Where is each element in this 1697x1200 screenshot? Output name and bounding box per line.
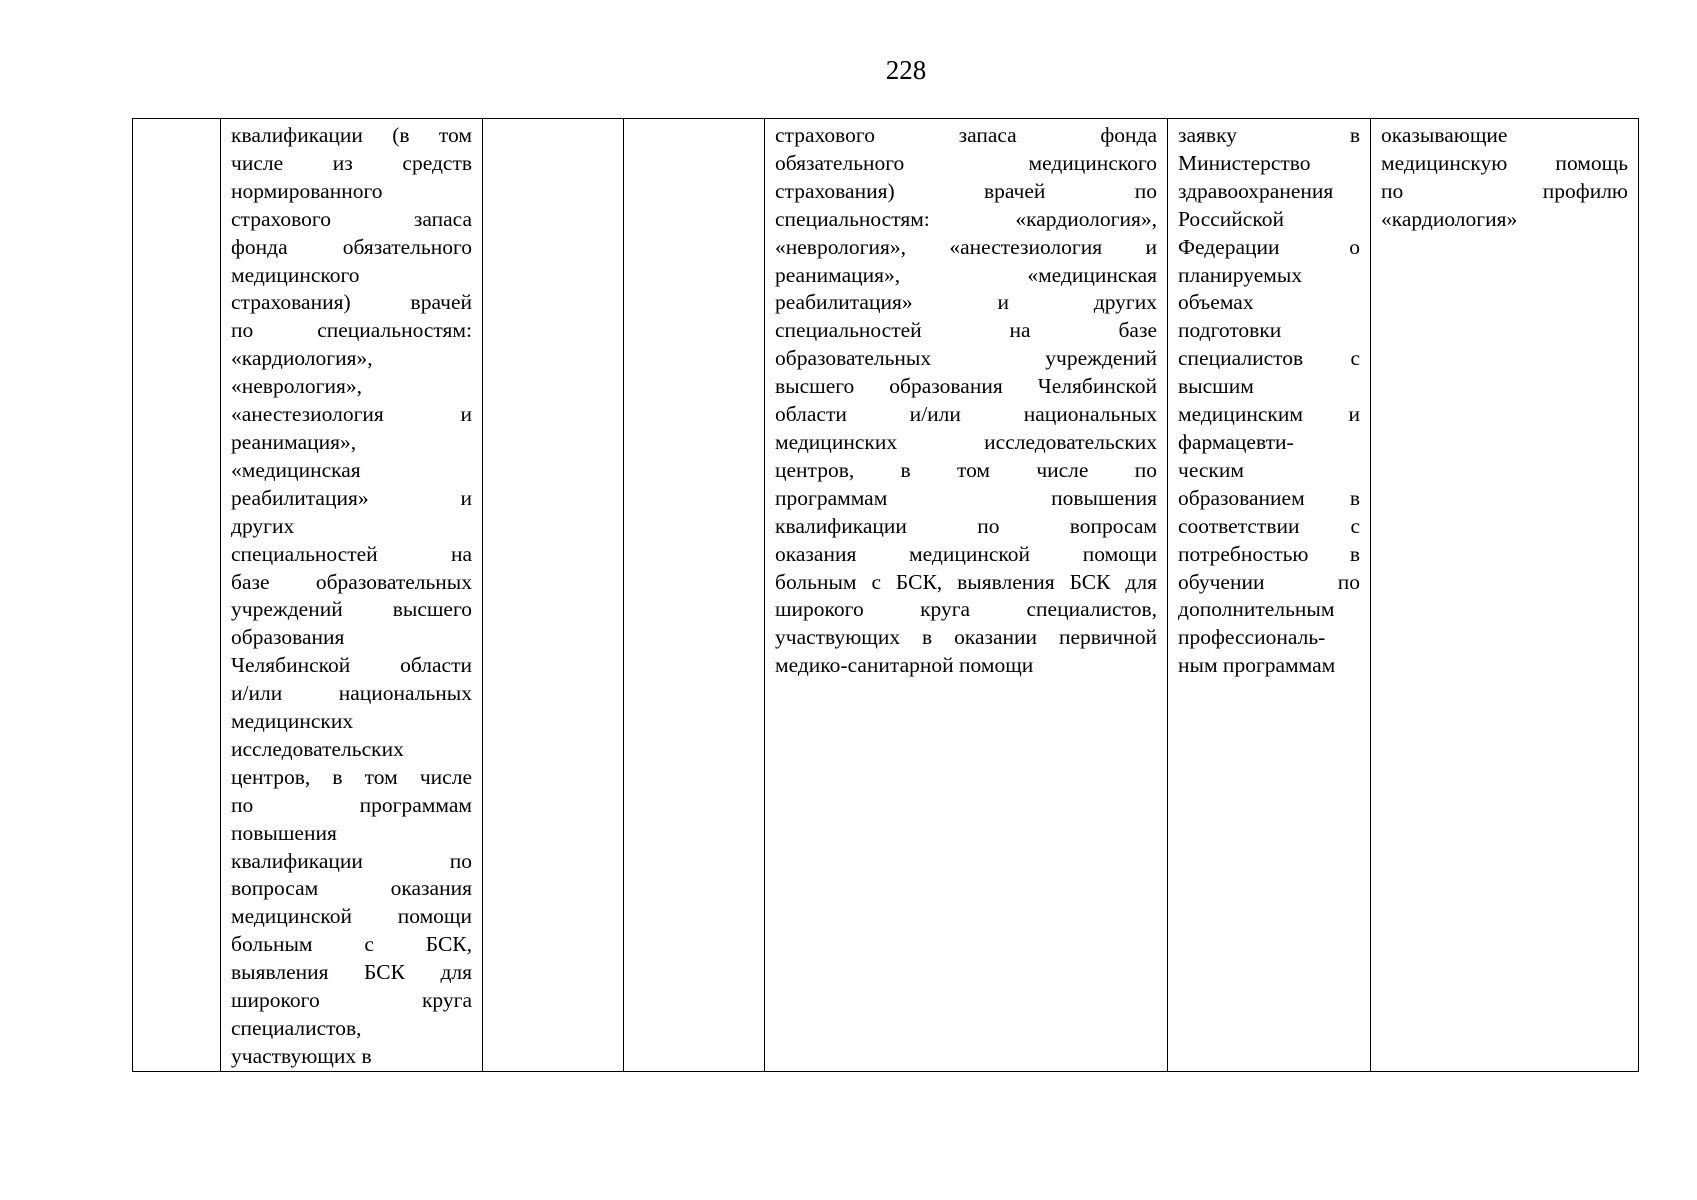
table-cell-measure: [221, 119, 483, 1072]
cell-line: образования: [231, 625, 345, 650]
cell-line: дополнительным: [1178, 597, 1335, 622]
cell-line: специальностям: «кардиология»,: [775, 206, 1157, 231]
table-cell-control: [1168, 119, 1371, 1072]
cell-lines: [1178, 122, 1360, 680]
cell-line: программам повышения: [775, 485, 1157, 510]
cell-line: фармацевти-: [1178, 429, 1294, 454]
cell-line: страхования) врачей по: [775, 178, 1157, 203]
page-number: 228: [885, 55, 927, 85]
cell-line: страхового запаса фонда: [775, 123, 1157, 147]
cell-line: медицинских: [231, 709, 354, 734]
cell-line: медицинских исследовательских: [775, 429, 1157, 454]
cell-line: учреждений высшего: [231, 597, 472, 622]
table-cell-description: [765, 119, 1168, 1072]
cell-line: специалистов с: [1178, 346, 1360, 371]
cell-line: широкого круга специалистов,: [775, 597, 1157, 622]
cell-line: центров, в том числе: [231, 764, 472, 789]
cell-line: обучении по: [1178, 569, 1360, 594]
cell-line: медицинским и: [1178, 402, 1360, 427]
cell-line: «неврология», «анестезиология и: [775, 234, 1157, 259]
cell-line: Российской: [1178, 206, 1284, 231]
cell-line: «анестезиология и: [231, 402, 472, 427]
cell-line: специальностей на: [231, 541, 472, 566]
cell-line: больным с БСК, выявления БСК для: [775, 569, 1157, 594]
cell-line: объемах: [1178, 290, 1254, 315]
cell-line: специалистов,: [231, 1016, 362, 1040]
cell-line: страхового запаса: [231, 206, 472, 231]
cell-line: ным программам: [1178, 653, 1336, 678]
cell-line: вопросам оказания: [231, 876, 472, 901]
table-cell-empty-3: [483, 119, 624, 1072]
cell-line: «кардиология»: [1381, 206, 1518, 231]
cell-line: квалификации по: [231, 848, 472, 873]
cell-line: выявления БСК для: [231, 960, 472, 985]
cell-line: подготовки: [1178, 318, 1282, 343]
cell-line: реабилитация» и других: [775, 290, 1157, 315]
cell-line: образованием в: [1178, 485, 1360, 510]
cell-line: центров, в том числе по: [775, 457, 1157, 482]
cell-line: «неврология»,: [231, 374, 362, 399]
cell-lines: [231, 122, 472, 1071]
cell-line: медицинской помощи: [231, 904, 472, 929]
cell-line: «кардиология»,: [231, 346, 373, 371]
cell-line: реабилитация» и: [231, 485, 472, 510]
table-cell-responsible: [1371, 119, 1639, 1072]
cell-line: специальностей на базе: [775, 318, 1157, 343]
cell-line: медицинскую помощь: [1381, 150, 1628, 175]
cell-line: фонда обязательного: [231, 234, 472, 259]
cell-line: соответствии с: [1178, 513, 1360, 538]
cell-line: медико-санитарной помощи: [775, 653, 1034, 678]
cell-line: области и/или национальных: [775, 402, 1157, 427]
cell-line: потребностью в: [1178, 541, 1360, 566]
cell-line: медицинского: [231, 262, 360, 287]
cell-line: больным с БСК,: [231, 932, 472, 957]
cell-line: Челябинской области: [231, 653, 472, 678]
table-cell-number: [133, 119, 221, 1072]
cell-line: исследовательских: [231, 736, 404, 761]
cell-line: базе образовательных: [231, 569, 472, 594]
cell-lines: [1381, 122, 1628, 234]
cell-line: широкого круга: [231, 988, 472, 1013]
cell-line: страхования) врачей: [231, 290, 472, 315]
cell-line: Федерации о: [1178, 234, 1360, 259]
cell-line: планируемых: [1178, 262, 1303, 287]
table-cell-empty-4: [624, 119, 765, 1072]
cell-line: ческим: [1178, 457, 1244, 482]
cell-line: числе из средств: [231, 150, 472, 175]
cell-line: высшим: [1178, 374, 1254, 399]
cell-line: нормированного: [231, 178, 383, 203]
cell-line: здравоохранения: [1178, 178, 1334, 203]
cell-line: по специальностям:: [231, 318, 472, 343]
cell-line: образовательных учреждений: [775, 346, 1157, 371]
cell-line: по программам: [231, 792, 472, 817]
cell-line: других: [231, 513, 295, 538]
cell-line: участвующих в оказании первичной: [775, 625, 1157, 650]
cell-line: и/или национальных: [231, 681, 472, 706]
cell-line: квалификации по вопросам: [775, 513, 1157, 538]
cell-lines: [775, 122, 1157, 680]
document-table: [132, 118, 1639, 1072]
cell-line: высшего образования Челябинской: [775, 374, 1157, 399]
cell-line: повышения: [231, 820, 337, 845]
cell-line: «медицинская: [231, 457, 361, 482]
cell-line: оказания медицинской помощи: [775, 541, 1157, 566]
cell-line: реанимация»,: [231, 429, 357, 454]
cell-line: оказывающие: [1381, 123, 1508, 147]
table-row: [133, 119, 1639, 1072]
cell-line: профессиональ-: [1178, 625, 1326, 650]
cell-line: по профилю: [1381, 178, 1628, 203]
cell-line: реанимация», «медицинская: [775, 262, 1157, 287]
cell-line: заявку в: [1178, 123, 1360, 147]
cell-line: квалификации (в том: [231, 123, 472, 147]
cell-line: Министерство: [1178, 150, 1311, 175]
cell-line: участвующих в: [231, 1043, 372, 1068]
cell-line: обязательного медицинского: [775, 150, 1157, 175]
